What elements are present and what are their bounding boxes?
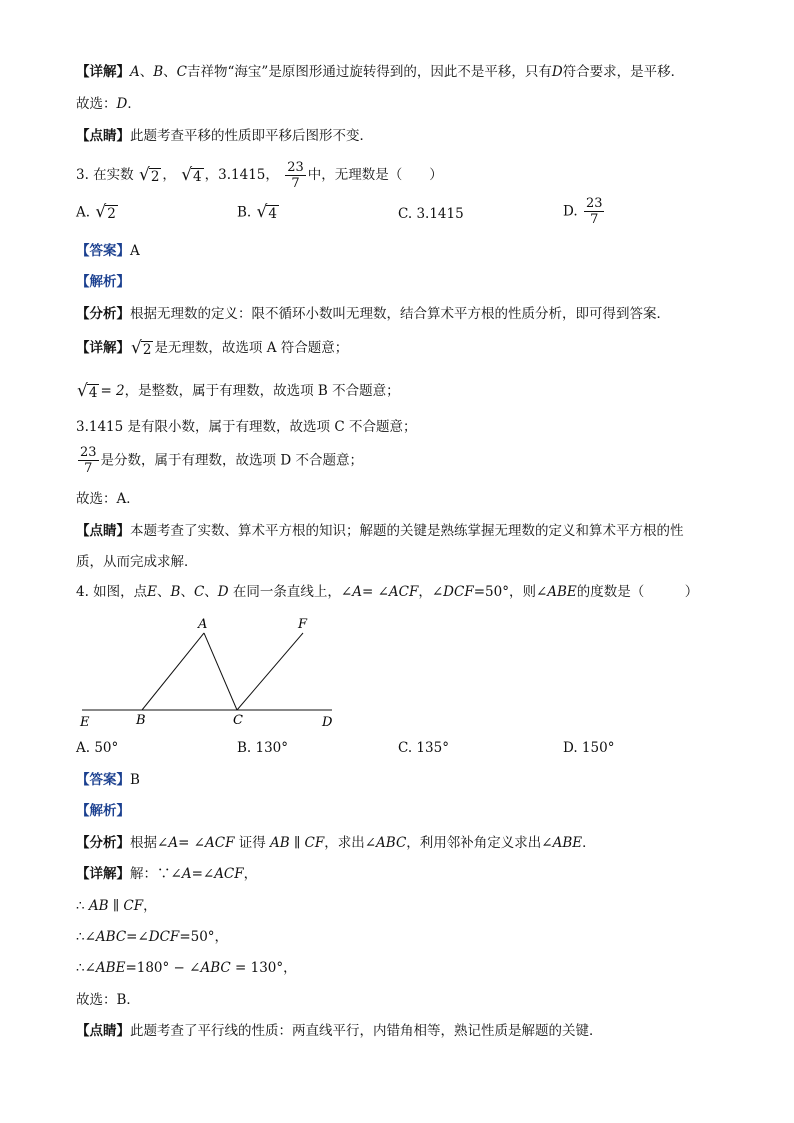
p2-choice-line: 故选：D． <box>76 96 141 112</box>
label-f: F <box>298 617 308 632</box>
q3-detail-2: √ 4 = 2，是整数，属于有理数，故选项 B 不合题意； <box>77 380 400 401</box>
q3-analysis: 【分析】根据无理数的定义：限不循环小数叫无理数，结合算术平方根的性质分析，即可得到答案． <box>76 306 670 322</box>
q3-comment-2: 质，从而完成求解． <box>76 554 198 570</box>
label-c: C <box>233 713 243 728</box>
label-d: D <box>322 715 333 730</box>
q4-choice: 故选：B． <box>76 992 140 1008</box>
q4-detail-1: 【详解】解：∵∠A=∠ACF， <box>76 866 258 882</box>
q4-detail-3: ∴∠ABC=∠DCF=50°， <box>76 929 229 945</box>
p2-comment-line: 【点睛】此题考查平移的性质即平移后图形不变． <box>76 128 373 144</box>
q3-detail-4: $\frac{23}{7}$ 是分数，属于有理数，故选项 D 不合题意； <box>80 445 363 476</box>
q4-option-c: C. 135° <box>398 740 449 756</box>
q4-option-a: A. 50° <box>76 740 119 756</box>
segment-ba <box>142 633 204 710</box>
label-a: A <box>198 617 208 632</box>
q4-option-b: B. 130° <box>237 740 289 756</box>
q3-detail-3: 3.1415 是有限小数，属于有理数，故选项 C 不合题意； <box>76 419 417 435</box>
q3-answer: 【答案】A <box>76 243 140 259</box>
q4-detail-2: ∴ AB ∥ CF， <box>76 898 157 914</box>
fraction-23-7: $\frac{23}{7}$ <box>287 160 304 191</box>
q3-choice: 故选：A． <box>76 491 140 507</box>
q3-analysis-tag: 【解析】 <box>76 274 130 290</box>
q3-option-a: A. √ 2 <box>76 202 116 222</box>
label-e: E <box>80 715 90 730</box>
q3-comment-1: 【点睛】本题考查了实数、算术平方根的知识；解题的关键是熟练掌握无理数的定义和算术平方根的性 <box>76 523 684 539</box>
q3-detail-1: 【详解】 √ 2 是无理数，故选项 A 符合题意； <box>76 337 349 358</box>
q4-comment: 【点睛】此题考查了平行线的性质：两直线平行，内错角相等，熟记性质是解题的关键． <box>76 1023 603 1039</box>
q4-analysis: 【分析】根据∠A= ∠ACF 证得 AB ∥ CF，求出∠ABC，利用邻补角定义求出∠ABE． <box>76 835 596 851</box>
detail-tag: 【详解】 <box>76 64 130 80</box>
q4-answer: 【答案】B <box>76 772 140 788</box>
q3-option-b: B. √ 4 <box>237 202 277 222</box>
q3-option-c: C. 3.1415 <box>398 206 464 222</box>
q3-option-d: D. $\frac{23}{7}$ <box>563 196 603 227</box>
q4-analysis-tag: 【解析】 <box>76 803 130 819</box>
segment-ac <box>204 633 237 710</box>
segment-cf <box>237 633 303 710</box>
label-b: B <box>136 713 146 728</box>
p2-detail-line: 【详解】A、B、C吉祥物“海宝”是原图形通过旋转得到的，因此不是平移，只有D符合要求，是平移． <box>76 64 685 80</box>
geometry-figure <box>70 612 350 730</box>
sqrt-4: √ 4 <box>181 164 202 185</box>
q4-detail-4: ∴∠ABE=180° − ∠ABC = 130°， <box>76 960 297 976</box>
q4-stem: 4. 如图，点E、B、C、D 在同一条直线上，∠A= ∠ACF，∠DCF=50°，则∠ABE的度数是（ ） <box>76 584 699 600</box>
sqrt-2: √ 2 <box>138 164 160 185</box>
q3-stem: 3. 在实数 √ 2 ， √ 4 ，3.1415， $\frac{23}{7}$ 中，无理数是（ ） <box>76 160 443 191</box>
q4-option-d: D. 150° <box>563 740 615 756</box>
